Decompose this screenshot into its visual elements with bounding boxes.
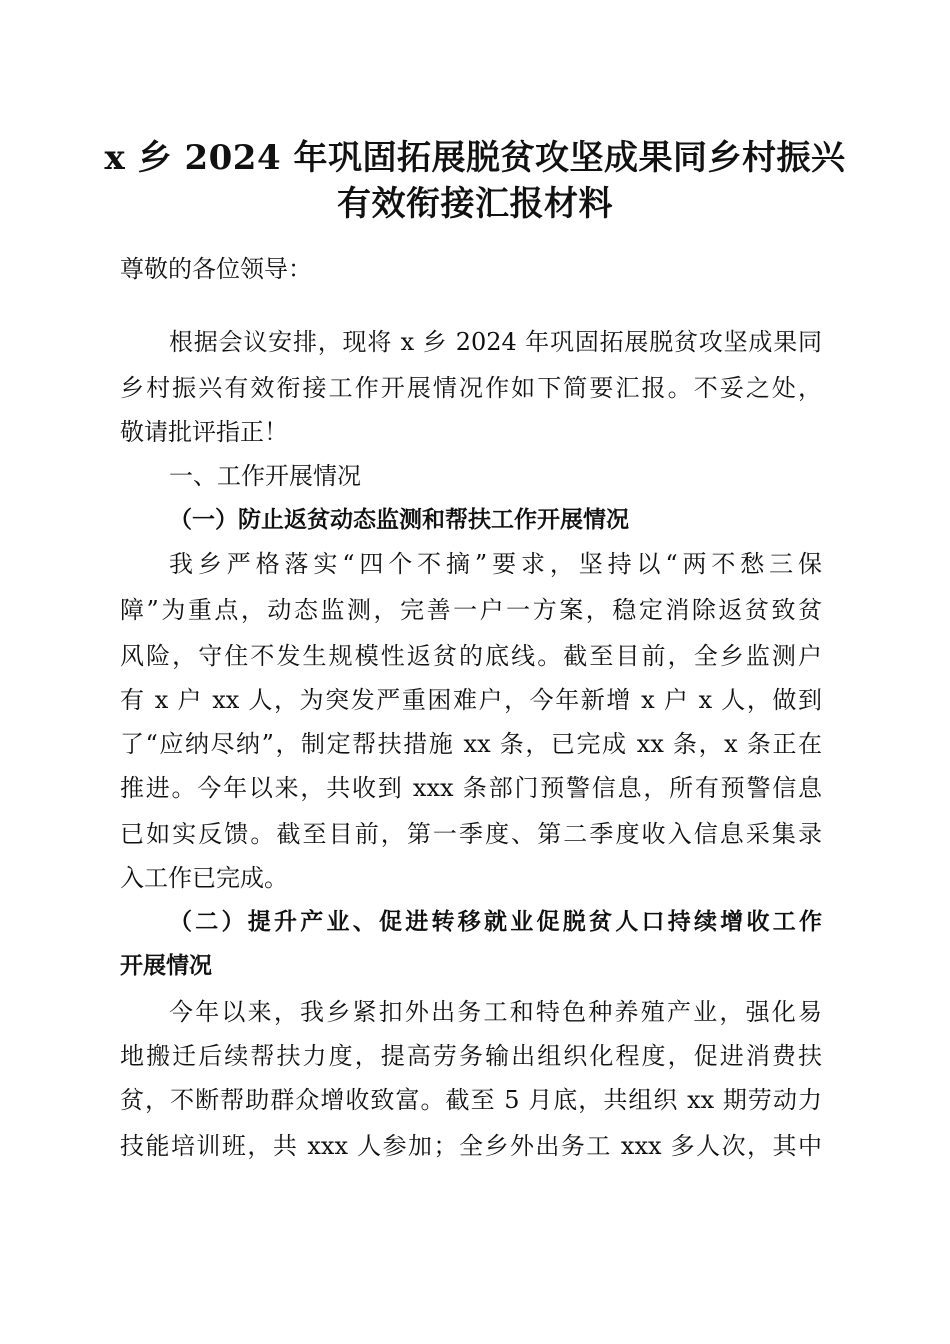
paragraph-line: 障”为重点，动态监测，完善一户一方案，稳定消除返贫致贫 xyxy=(120,596,822,624)
paragraph-line: 了“应纳尽纳”，制定帮扶措施 xx 条，已完成 xx 条，x 条正在 xyxy=(120,730,822,758)
paragraph-line: 有 x 户 xx 人，为突发严重困难户，今年新增 x 户 x 人，做到 xyxy=(120,686,822,714)
intro-line: 根据会议安排，现将 x 乡 2024 年巩固拓展脱贫攻坚成果同 xyxy=(169,328,822,356)
paragraph-line: 风险，守住不发生规模性返贫的底线。截至目前，全乡监测户 xyxy=(120,642,822,670)
paragraph-line: 技能培训班，共 xxx 人参加；全乡外出务工 xxx 多人次，其中 xyxy=(120,1132,822,1160)
intro-line: 乡村振兴有效衔接工作开展情况作如下简要汇报。不妥之处， xyxy=(120,374,822,402)
paragraph-line: 今年以来，我乡紧扣外出务工和特色种养殖产业，强化易 xyxy=(169,998,822,1026)
paragraph-line: 贫，不断帮助群众增收致富。截至 5 月底，共组织 xx 期劳动力 xyxy=(120,1086,822,1114)
subsection-heading-2-cont: 开展情况 xyxy=(120,952,212,979)
paragraph-line: 入工作已完成。 xyxy=(120,864,288,892)
document-title-line-2: 有效衔接汇报材料 xyxy=(337,184,613,224)
intro-line: 敬请批评指正！ xyxy=(120,418,288,446)
subsection-heading-2: （二）提升产业、促进转移就业促脱贫人口持续增收工作 xyxy=(169,908,822,935)
salutation: 尊敬的各位领导： xyxy=(120,255,312,283)
paragraph-line: 已如实反馈。截至目前，第一季度、第二季度收入信息采集录 xyxy=(120,820,822,848)
paragraph-line: 我乡严格落实“四个不摘”要求，坚持以“两不愁三保 xyxy=(169,550,822,578)
section-heading-1: 一、工作开展情况 xyxy=(169,462,361,490)
paragraph-line: 推进。今年以来，共收到 xxx 条部门预警信息，所有预警信息 xyxy=(120,774,822,802)
subsection-heading-1: （一）防止返贫动态监测和帮扶工作开展情况 xyxy=(169,506,629,533)
paragraph-line: 地搬迁后续帮扶力度，提高劳务输出组织化程度，促进消费扶 xyxy=(120,1042,822,1070)
document-title-line-1: x 乡 2024 年巩固拓展脱贫攻坚成果同乡村振兴 xyxy=(104,138,846,178)
